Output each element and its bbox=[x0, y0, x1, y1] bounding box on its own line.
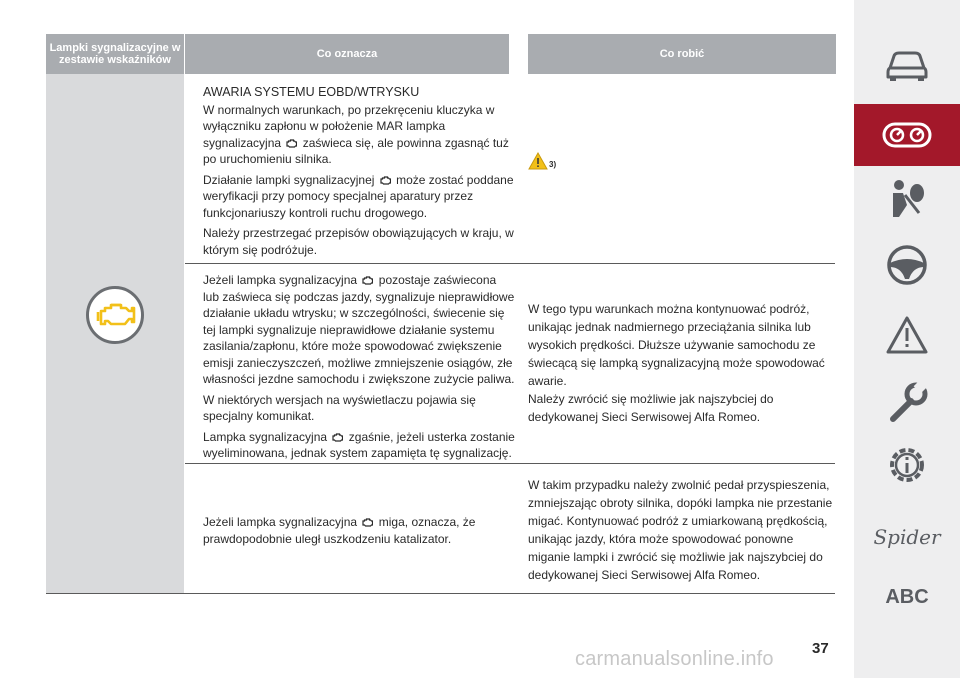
sidebar-item-spider[interactable] bbox=[854, 506, 960, 568]
sidebar-item-maintenance[interactable] bbox=[854, 372, 960, 434]
row2-p1-text-a: Jeżeli lampka sygnalizacyjna bbox=[203, 273, 358, 287]
sidebar-item-safety[interactable] bbox=[854, 168, 960, 230]
sidebar-item-emergency[interactable] bbox=[854, 304, 960, 366]
row2-paragraph-2: W niektórych wersjach na wyświetlaczu pojawia się specjalny komunikat. bbox=[203, 392, 476, 423]
row3-meaning bbox=[203, 514, 515, 551]
row3-p1-text-a: Jeżeli lampka sygnalizacyjna bbox=[203, 515, 358, 529]
sidebar-item-instruments[interactable] bbox=[854, 104, 960, 166]
engine-check-icon bbox=[89, 289, 141, 341]
sidebar-item-car[interactable] bbox=[854, 34, 960, 96]
row2-action-1: W tego typu warunkach można kontynuować podróż, unikając jednak nadmiernego przeciążania silnika lub wysokich prędkości. Dłuższe używanie samochodu ze świecącą się lampką sygnalizacyjną może spowodować awarie. bbox=[528, 302, 825, 388]
row-divider bbox=[185, 463, 835, 464]
sidebar-abc-label: ABC bbox=[885, 585, 929, 608]
row3-action bbox=[528, 476, 838, 584]
row2-p1-text-b: pozostaje zaświecona lub zaświeca się podczas jazdy, sygnalizuje nieprawidłowe działanie układu wtrysku; w szczególności, świecenie się tej lampki sygnalizuje nieprawidłowe działanie systemu zasilania/zapłonu, które może spowodować zwiększenie emisji zanieczyszczeń, możliwe zmniejszenie osiągów, złe własności jezdne samochodu i zwiększone zużycie paliwa. bbox=[203, 273, 515, 386]
row2-paragraph-3 bbox=[203, 429, 515, 462]
page-number: 37 bbox=[812, 640, 829, 657]
warning-icon bbox=[528, 152, 548, 170]
lamp-column bbox=[46, 74, 184, 593]
engine-check-inline-icon bbox=[331, 432, 343, 442]
warning-reference[interactable] bbox=[528, 152, 556, 170]
header-lamps: Lampki sygnalizacyjne w zestawie wskaźników bbox=[46, 34, 184, 74]
car-icon bbox=[884, 48, 930, 82]
engine-check-inline-icon bbox=[361, 517, 373, 527]
row1-title: AWARIA SYSTEMU EOBD/WTRYSKU bbox=[203, 85, 420, 99]
row3-paragraph-1 bbox=[203, 514, 515, 547]
row1-p1-text-b: zaświeca się, ale powinna zgasnąć tuż po uruchomieniu silnika. bbox=[203, 135, 509, 166]
instrument-panel-icon bbox=[882, 121, 932, 149]
row3-action-1: W takim przypadku należy zwolnić pedał przyspieszenia, zmniejszając obroty silnika, dopóki lampka nie przestanie migać. Kontynuować podróż z umiarkowaną prędkością, unikając jazdy, która może spowodować ponowne miganie lampki i zwrócić się możliwie jak najszybciej do dedykowanej Sieci Serwisowej Alfa Romeo. bbox=[528, 478, 833, 582]
gear-info-icon bbox=[885, 443, 929, 487]
engine-check-inline-icon bbox=[379, 175, 391, 185]
steering-wheel-icon bbox=[885, 243, 929, 287]
airbag-seat-icon bbox=[885, 177, 929, 221]
row1-p1-text-a: W normalnych warunkach, po przekręceniu kluczyka w wyłączniku zapłonu w położenie MAR lampka sygnalizacyjna bbox=[203, 102, 495, 150]
warning-triangle-icon bbox=[885, 315, 929, 355]
sidebar-spider-label: Spider bbox=[873, 525, 941, 549]
row2-paragraph-1 bbox=[203, 272, 515, 388]
row1-meaning bbox=[203, 84, 515, 262]
row1-paragraph-1 bbox=[203, 102, 515, 168]
row3-p1-text-b: miga, oznacza, że prawdopodobnie uległ uszkodzeniu katalizator. bbox=[203, 515, 476, 546]
watermark: carmanualsonline.info bbox=[575, 648, 774, 670]
row2-p3-text-b: zgaśnie, jeżeli usterka zostanie wyeliminowana, jednak system zapamięta tę sygnalizację. bbox=[203, 429, 515, 460]
row2-action bbox=[528, 300, 838, 426]
row2-action-2: Należy zwrócić się możliwie jak najszybciej do dedykowanej Sieci Serwisowej Alfa Romeo. bbox=[528, 392, 774, 424]
sidebar-item-index[interactable] bbox=[854, 566, 960, 628]
row1-paragraph-2 bbox=[203, 172, 515, 222]
engine-lamp-badge bbox=[86, 286, 144, 344]
header-meaning: Co oznacza bbox=[185, 34, 509, 74]
row2-p3-text-a: Lampka sygnalizacyjna bbox=[203, 429, 328, 444]
warning-reference-number: 3) bbox=[549, 160, 557, 169]
sidebar-item-technical-data[interactable] bbox=[854, 434, 960, 496]
row2-meaning bbox=[203, 272, 515, 466]
chapter-sidebar bbox=[854, 0, 960, 678]
table-bottom-rule bbox=[46, 593, 835, 594]
header-action: Co robić bbox=[528, 34, 836, 74]
engine-check-inline-icon bbox=[285, 138, 297, 148]
sidebar-item-driving[interactable] bbox=[854, 234, 960, 296]
row1-paragraph-3: Należy przestrzegać przepisów obowiązujących w kraju, w którym się podróżuje. bbox=[203, 226, 514, 257]
wrench-icon bbox=[885, 381, 929, 425]
row1-p2-text-a: Działanie lampki sygnalizacyjnej bbox=[203, 172, 375, 187]
row-divider bbox=[185, 263, 835, 264]
engine-check-inline-icon bbox=[361, 275, 373, 285]
row1-p2-text-b: może zostać poddane weryfikacji przy pomocy specjalnej aparatury przez funkcjonariuszy kontroli ruchu drogowego. bbox=[203, 172, 514, 220]
